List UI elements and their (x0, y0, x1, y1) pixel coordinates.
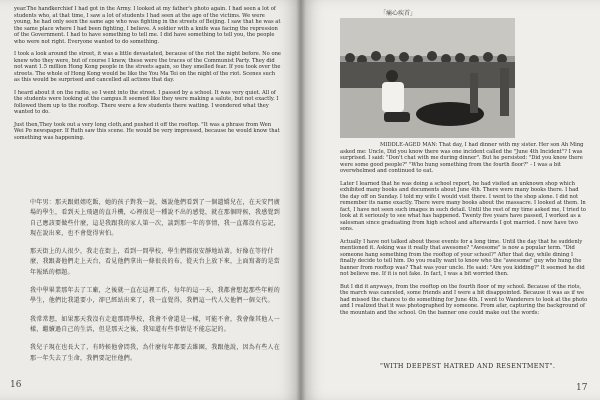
left-chinese-paragraph: 我兒子現在也長大了，有時候他會問我，為什麼每年都要去維園，我跟他說，因為有些人在那一年失去了生命，我們要記住他們。 (30, 344, 281, 362)
left-english-paragraph: I took a look around the street, it was a little devastated, because of the riot the night before. No one knew who they were, but of course I knew, these were the traces of the Communist Party. They did not want 1.5 million Hong Kong people in the streets again, so they smelled fear. If you took over the streets. The whole of Hong Kong would be like the You Ma Tei on the night of the riot. Scenes such as this would be surprised and cancelled all actions that day. (14, 51, 281, 83)
right-page-number: 17 (576, 383, 588, 393)
right-english-paragraph: Later I learned that he was doing a school report, he had visited an unknown shop which exhibited many books and documents about June 4th. There were many books there. I had the day off on Sunday. I told my wife I would visit there. I went to the shop alone. I did not remember its name exactly. There were many books about the massacre. I looked at them. In fact, I have not seen such images in such detail. Until the rest of my time asked me, I tried to look at it seriously to see what has happened. Twenty five years have passed, I worked as a salesman since graduating from high school and afterwards I got married. I now have two sons. (340, 180, 586, 232)
left-english-paragraph: year.The handkerchief I had got in the Army. I looked at my father's photo again. I had seen a lot of students who, at that time, I saw a lot of students I had seen at the age of the victims. We were young, he had only seen the same age who was fighting in the streets of Beijing. I saw that he was at the same place where I had been fighting, I believe. A soldier with a knife was facing the repression of the Government. I had to have something to tell me. I did have something to tell you, the people who were not right. Everyone wanted to do something. (14, 6, 281, 45)
closing-quote: "WITH DEEPEST HATRED AND RESENTMENT". (380, 362, 556, 370)
protest-photo (340, 18, 515, 138)
speaker-paragraph: MIDDLE-AGED MAN: That day, I had dinner with my sister. Her son Ah Ming asked me: Uncle, Did you know there was one incident called the "June 4th Incident"? I was surprised. I said: "Don't chat with me during dinner". But he persisted: "Did you know there were some good people?" "Who hung something from the fourth floor?" - I was a bit overwhelmed and continued to eat. (340, 142, 584, 174)
book-gutter (296, 0, 306, 400)
photo-caption: 「痛心疾首」 (380, 10, 417, 17)
left-chinese-paragraph: 我中學畢業那年去了工廠，之後就一直在這裡工作，每年的這一天，我都會想起那些年輕的學生，他們比我還要小，卻已經站出來了，我一直覺得，我們這一代人欠他們一個交代。 (30, 287, 281, 305)
right-english-paragraph: But I did it anyways, from the rooftop on the fourth floor of my school. Because of the riots, the march was canceled, some friends and I were a bit disappointed. Because it was as if we had missed the chance to do something for June 4th. I went to Wanderers to look at the photo and I realized that it was photographed by someone. From afar, capturing the background of the mountain and the school. On the banner one could make out the words: (340, 283, 588, 316)
photo-icon (340, 18, 515, 138)
left-page-number: 16 (10, 380, 22, 390)
left-chinese-paragraph: 那天街上的人很少，我走在街上，看到一間學校，學生們都很安靜地站著，好像在等待什麼，我跟著他們走上天台，看見他們拿出一條很長的布，從天台上放下來，上面寫著的是當年報紙的標題。 (30, 248, 281, 276)
right-english-text (340, 142, 588, 322)
left-english-text (14, 6, 282, 147)
left-english-paragraph: Just then,They took out a very long cloth,and pushed it off the rooftop. "It was a phrase from Wen Wei Po newspaper. If Ruth saw this scene. He would be very impressed, because he would know that something was happening. (14, 121, 280, 141)
left-chinese-paragraph: 我常常想，如果那天我沒有走進那間學校，我會不會還是一樣，可能不會，我會像其他人一樣，繼續過自己的生活，但是那天之後，我知道有些事情是不能忘記的。 (30, 315, 281, 333)
right-english-paragraph: Actually I have not talked about these events for a long time. Until the day that he suddenly mentioned it. Asking was it really that awesome? "Awesome" is now a popular term. "Did someone hang something from the rooftop of your school?" After that day, while dining I finally decide to tell him. Do you really want to know who the "awesome" guy who hung the banner from rooftop was? That was your uncle. He said: "Are you kidding?" It seemed he did not believe me. If it is not fake. In fact, I was a bit worried then. (340, 238, 585, 277)
left-chinese-paragraph: 中年男：那天跟姐姐吃飯，她的孩子對我一說，媽說他們看到了一個遺嬌兒在，在天安門廣場的學生，看到天上飛過的直升機，心裡很是一種說不出的感覺，就在那個時候，我感覺到自己應該要做些什麼，這是我跟我的家人第一次，談到那一年的事情，我一直都沒有忘記，現在說出來，也不會覺得害怕。 (30, 199, 281, 237)
left-chinese-text (30, 198, 286, 372)
left-english-paragraph: I heard about it on the radio, so I went into the street. I passed by a school. It was very quiet. All of the students were looking at the campus.It seemed like they were making a salute, but not exactly. I followed them up to the rooftop. There were a few students there waiting. I wondered what they wanted to do. (14, 89, 279, 115)
